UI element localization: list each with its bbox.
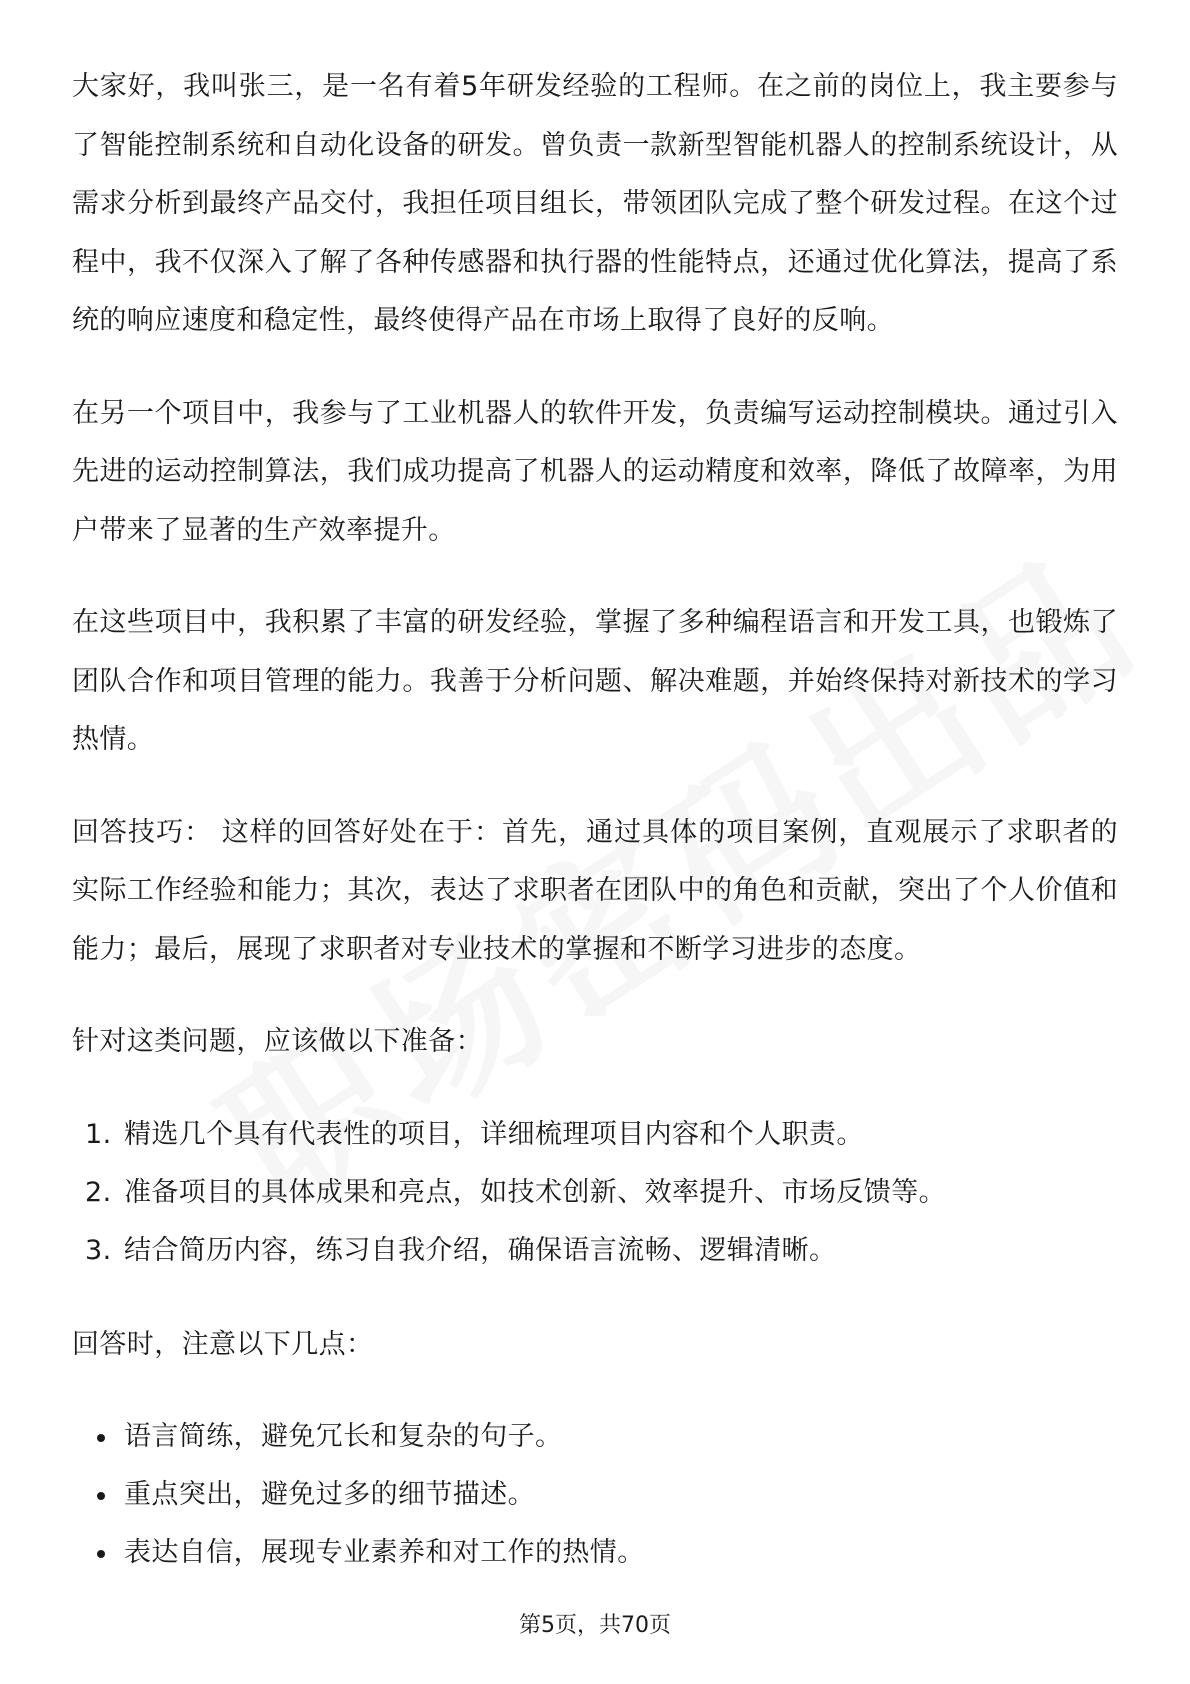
list-item-number: 2. [85,1176,112,1208]
list-item-text: 重点突出，避免过多的细节描述。 [124,1479,535,1510]
prep-steps-list [72,1106,1118,1280]
paragraph-intro: 大家好，我叫张三，是一名有着5年研发经验的工程师。在之前的岗位上，我主要参与了智能控制系统和自动化设备的研发。曾负责一款新型智能机器人的控制系统设计，从需求分析到最终产品交付，我担任项目组长，带领团队完成了整个研发过程。在这个过程中，我不仅深入了解了各种传感器和执行器的性能特点，还通过优化算法，提高了系统的响应速度和稳定性，最终使得产品在市场上取得了良好的反响。 [72,71,1118,336]
list-item-text: 准备项目的具体成果和亮点，如技术创新、效率提升、市场反馈等。 [124,1176,946,1208]
paragraph-answer-tips: 回答技巧： 这样的回答好处在于：首先，通过具体的项目案例，直观展示了求职者的实际工作经验和能力；其次，表达了求职者在团队中的角色和贡献，突出了个人价值和能力；最后，展现了求职者对专业技术的掌握和不断学习进步的态度。 [72,816,1118,965]
document-body [72,58,1118,1582]
list-item [72,1164,1118,1222]
list-item [72,1106,1118,1164]
list-item-text: 表达自信，展现专业素养和对工作的热情。 [124,1537,645,1568]
prep-heading: 针对这类问题，应该做以下准备： [72,1026,483,1057]
list-item-text: 结合简历内容，练习自我介绍，确保语言流畅、逻辑清晰。 [124,1234,837,1266]
paragraph-experience-summary: 在这些项目中，我积累了丰富的研发经验，掌握了多种编程语言和开发工具，也锻炼了团队合作和项目管理的能力。我善于分析问题、解决难题，并始终保持对新技术的学习热情。 [72,607,1118,755]
list-item [72,1408,1118,1466]
list-item-number: 1. [85,1118,112,1150]
bullet-icon [97,1434,105,1442]
list-item-text: 精选几个具有代表性的项目，详细梳理项目内容和个人职责。 [124,1118,864,1150]
list-item [72,1524,1118,1582]
bullet-icon [97,1550,105,1558]
notes-heading: 回答时，注意以下几点： [72,1328,374,1360]
list-item [72,1466,1118,1524]
page-number-footer: 第5页，共70页 [519,1613,671,1638]
paragraph-industrial-robot: 在另一个项目中，我参与了工业机器人的软件开发，负责编写运动控制模块。通过引入先进的运动控制算法，我们成功提高了机器人的运动精度和效率，降低了故障率，为用户带来了显著的生产效率提升。 [72,397,1118,546]
list-item-number: 3. [85,1234,112,1266]
bullet-icon [97,1492,105,1500]
list-item [72,1222,1118,1280]
notes-list [72,1408,1118,1582]
list-item-text: 语言简练，避免冗长和复杂的句子。 [124,1421,563,1452]
